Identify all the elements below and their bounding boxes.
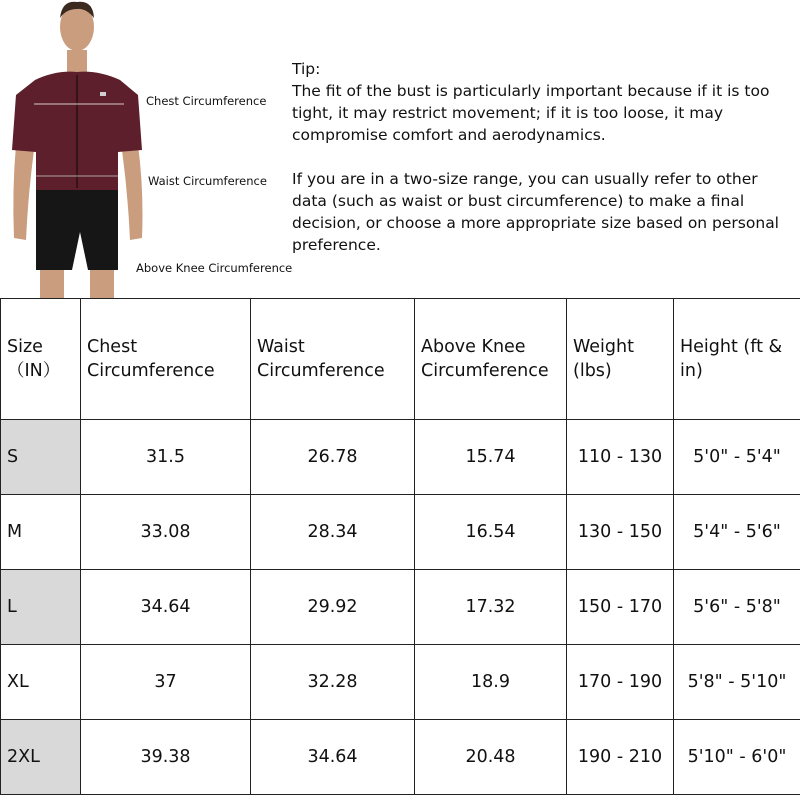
cyclist-model-image — [0, 0, 300, 298]
height-cell: 5'10" - 6'0" — [674, 720, 800, 795]
size-cell: S — [1, 420, 81, 495]
table-header-row — [1, 299, 800, 420]
weight-cell: 110 - 130 — [567, 420, 674, 495]
header-knee: Above Knee Circumference — [415, 299, 567, 420]
weight-cell: 130 - 150 — [567, 495, 674, 570]
chest-cell: 37 — [81, 645, 251, 720]
knee-cell: 20.48 — [415, 720, 567, 795]
chest-cell: 31.5 — [81, 420, 251, 495]
header-waist: Waist Circumference — [251, 299, 415, 420]
weight-cell: 150 - 170 — [567, 570, 674, 645]
table-row — [1, 495, 800, 570]
table-row — [1, 570, 800, 645]
size-cell: XL — [1, 645, 81, 720]
tips-paragraph-1: The fit of the bust is particularly important because if it is too tight, it may restrict movement; if it is too loose, it may compromise comfort and aerodynamics. — [292, 82, 770, 144]
tips-paragraph-2: If you are in a two-size range, you can usually refer to other data (such as waist or bust circumference) to make a final decision, or choose a more appropriate size based on personal preference. — [292, 170, 779, 254]
table-row — [1, 645, 800, 720]
waist-label: Waist Circumference — [148, 174, 267, 188]
waist-cell: 32.28 — [251, 645, 415, 720]
size-cell: L — [1, 570, 81, 645]
tips-heading: Tip: — [292, 60, 321, 78]
chest-label: Chest Circumference — [146, 94, 267, 108]
chest-cell: 33.08 — [81, 495, 251, 570]
weight-cell: 190 - 210 — [567, 720, 674, 795]
height-cell: 5'8" - 5'10" — [674, 645, 800, 720]
knee-cell: 15.74 — [415, 420, 567, 495]
header-weight: Weight (lbs) — [567, 299, 674, 420]
table-row — [1, 420, 800, 495]
waist-cell: 29.92 — [251, 570, 415, 645]
tips-block — [292, 58, 792, 256]
waist-cell: 28.34 — [251, 495, 415, 570]
height-cell: 5'0" - 5'4" — [674, 420, 800, 495]
header-size: Size （IN） — [1, 299, 81, 420]
size-cell: 2XL — [1, 720, 81, 795]
size-cell: M — [1, 495, 81, 570]
chest-cell: 39.38 — [81, 720, 251, 795]
model-figure — [0, 0, 300, 298]
waist-cell: 34.64 — [251, 720, 415, 795]
knee-cell: 17.32 — [415, 570, 567, 645]
height-cell: 5'4" - 5'6" — [674, 495, 800, 570]
knee-cell: 18.9 — [415, 645, 567, 720]
size-chart-table — [0, 298, 800, 795]
chest-cell: 34.64 — [81, 570, 251, 645]
height-cell: 5'6" - 5'8" — [674, 570, 800, 645]
header-chest: Chest Circumference — [81, 299, 251, 420]
header-height: Height (ft & in) — [674, 299, 800, 420]
table-row — [1, 720, 800, 795]
weight-cell: 170 - 190 — [567, 645, 674, 720]
knee-label: Above Knee Circumference — [136, 261, 293, 275]
waist-cell: 26.78 — [251, 420, 415, 495]
knee-cell: 16.54 — [415, 495, 567, 570]
